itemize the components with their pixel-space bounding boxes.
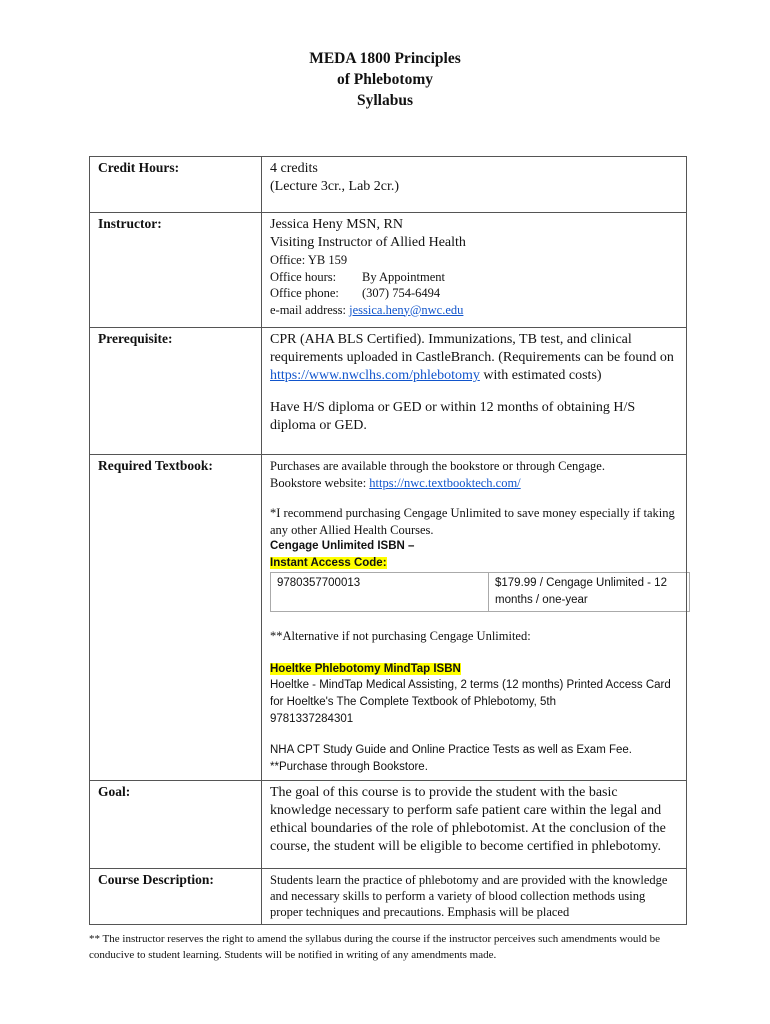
course-description-row xyxy=(90,869,687,925)
title-line-1: MEDA 1800 Principles xyxy=(309,50,461,67)
hoeltke-isbn: 9781337284301 xyxy=(270,712,354,725)
instant-access-label: Instant Access Code: xyxy=(270,557,387,569)
prerequisite-row xyxy=(90,328,687,455)
credit-hours-label: Credit Hours: xyxy=(90,157,262,213)
textbook-row xyxy=(90,455,687,781)
prerequisite-text-b: with estimated costs) xyxy=(479,368,602,383)
prerequisite-text-a: CPR (AHA BLS Certified). Immunizations, TB test, and clinical requirements uploaded in CastleBranch. (Requirements can be found on xyxy=(270,332,674,365)
spacer xyxy=(270,645,680,661)
nha-text: NHA CPT Study Guide and Online Practice Tests as well as Exam Fee. xyxy=(270,743,632,756)
isbn-row xyxy=(271,573,690,612)
credit-line-2: (Lecture 3cr., Lab 2cr.) xyxy=(270,179,400,194)
alternative-text: **Alternative if not purchasing Cengage Unlimited: xyxy=(270,629,531,643)
footnote: ** The instructor reserves the right to amend the syllabus during the course if the instructor perceives such amendments would be conducive to student learning. Students will be notified in writing of any amendments made. xyxy=(89,933,661,961)
hoeltke-description: Hoeltke - MindTap Medical Assisting, 2 terms (12 months) Printed Access Card for Hoeltke's The Complete Textbook of Phlebotomy, 5th xyxy=(270,678,671,708)
cengage-isbn-heading xyxy=(270,538,680,555)
office-phone xyxy=(270,285,680,302)
spacer xyxy=(270,728,680,742)
instructor-office: Office: YB 159 xyxy=(270,253,348,267)
spacer xyxy=(270,385,680,399)
recommend-text: *I recommend purchasing Cengage Unlimited to save money especially if taking any other Allied Health Courses. xyxy=(270,506,675,537)
title-line-3: Syllabus xyxy=(356,92,413,109)
instructor-label: Instructor: xyxy=(90,213,262,328)
hoeltke-heading-label: Hoeltke Phlebotomy MindTap ISBN xyxy=(270,662,461,675)
instructor-row xyxy=(90,213,687,328)
office-phone-value: (307) 754-6494 xyxy=(362,286,441,300)
instructor-value xyxy=(262,213,687,328)
office-phone-label: Office phone: xyxy=(270,286,339,300)
prerequisite-paragraph-1 xyxy=(270,331,680,385)
hoeltke-heading xyxy=(270,661,680,677)
office-hours xyxy=(270,269,680,286)
credit-hours-row xyxy=(90,157,687,213)
textbook-value xyxy=(262,455,687,781)
title-line-2: of Phlebotomy xyxy=(336,71,433,88)
course-description-label: Course Description: xyxy=(90,869,262,925)
price-cell: $179.99 / Cengage Unlimited - 12 months / one-year xyxy=(489,573,690,612)
course-description-text: Students learn the practice of phlebotomy and are provided with the knowledge and necessary skills to perform a variety of blood collection methods using proper techniques and precautions. Emphasis will be placed xyxy=(262,869,687,925)
phlebotomy-link[interactable]: https://www.nwclhs.com/phlebotomy xyxy=(270,368,480,383)
instructor-name: Jessica Heny MSN, RN xyxy=(270,217,403,232)
credit-line-1: 4 credits xyxy=(270,161,318,176)
document-title xyxy=(0,48,770,111)
email-link[interactable]: jessica.heny@nwc.edu xyxy=(349,302,464,317)
textbook-label: Required Textbook: xyxy=(90,455,262,781)
email xyxy=(270,302,680,319)
cengage-isbn-label: Cengage Unlimited ISBN – xyxy=(270,540,415,552)
syllabus-table xyxy=(89,156,687,925)
spacer xyxy=(270,491,680,505)
bookstore-label: Bookstore website: xyxy=(270,475,370,490)
goal-label: Goal: xyxy=(90,781,262,869)
bookstore-line xyxy=(270,475,680,492)
isbn-cell: 9780357700013 xyxy=(271,573,489,612)
nha-note: **Purchase through Bookstore. xyxy=(270,760,428,773)
office-hours-label: Office hours: xyxy=(270,269,337,284)
goal-row xyxy=(90,781,687,869)
credit-hours-value xyxy=(262,157,687,213)
email-label: e-mail address: xyxy=(270,302,347,317)
prerequisite-paragraph-2: Have H/S diploma or GED or within 12 months of obtaining H/S diploma or GED. xyxy=(270,400,636,433)
bookstore-link[interactable]: https://nwc.textbooktech.com/ xyxy=(369,475,521,490)
goal-text: The goal of this course is to provide the student with the basic knowledge necessary to perform safe patient care within the legal and ethical boundaries of the role of phlebotomist. At the conclusion of the course, the student will be eligible to become certified in phlebotomy. xyxy=(262,781,687,869)
spacer xyxy=(270,612,680,628)
office-hours-value: By Appointment xyxy=(362,269,445,284)
prerequisite-label: Prerequisite: xyxy=(90,328,262,455)
purchase-text: Purchases are available through the bookstore or through Cengage. xyxy=(270,459,605,473)
instant-access-heading xyxy=(270,555,680,571)
prerequisite-value xyxy=(262,328,687,455)
isbn-table xyxy=(270,572,690,612)
instructor-title: Visiting Instructor of Allied Health xyxy=(270,235,466,250)
